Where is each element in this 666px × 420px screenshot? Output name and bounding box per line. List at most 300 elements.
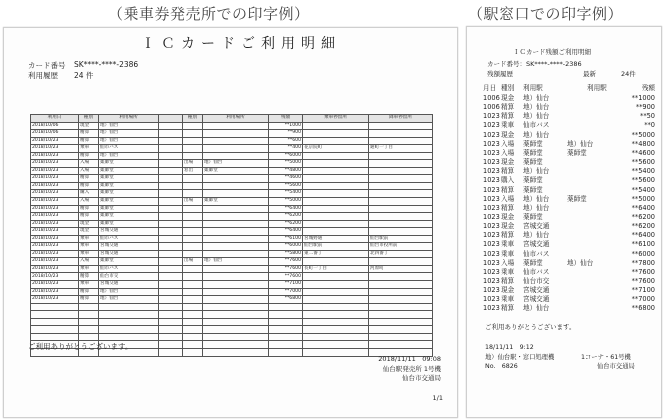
list-cell: 地）仙台: [523, 130, 550, 139]
table-cell: [369, 167, 433, 175]
table-cell: 2018/10/23: [31, 243, 79, 251]
table-cell: 精算: [79, 273, 99, 281]
table-cell: 2018/10/23: [31, 160, 79, 168]
table-cell: [159, 190, 183, 198]
list-cell: 現金: [501, 158, 515, 167]
list-cell: 1023: [483, 222, 500, 231]
table-cell: [203, 288, 269, 296]
table-cell: [159, 167, 183, 175]
table-cell: [79, 311, 99, 319]
table-cell: 精算: [79, 152, 99, 160]
table-cell: [369, 311, 433, 319]
table-cell: 精算: [79, 288, 99, 296]
list-item: [483, 186, 655, 195]
table-cell: [369, 205, 433, 213]
table-cell: [369, 122, 433, 130]
table-cell: [203, 122, 269, 130]
table-cell: [183, 228, 203, 236]
history-count: 24 件: [74, 71, 94, 80]
table-row: [31, 228, 433, 236]
table-row: [31, 220, 433, 228]
list-cell: 薬師堂: [567, 148, 587, 157]
list-cell: 精算: [501, 112, 515, 121]
table-cell: 長町一丁目: [303, 265, 369, 273]
list-cell: 地）仙台: [523, 304, 550, 313]
table-cell: [369, 303, 433, 311]
table-cell: 通町一丁目: [369, 145, 433, 153]
table-cell: [31, 326, 79, 334]
table-cell: [203, 220, 269, 228]
table-cell: [183, 243, 203, 251]
table-cell: [369, 213, 433, 221]
thanks-b-message: ご利用ありがとうございます。: [485, 323, 576, 331]
table-cell: [203, 182, 269, 190]
table-cell: [203, 333, 269, 341]
column-header: 利用駅: [587, 84, 607, 92]
list-item: [483, 213, 655, 222]
list-cell: **6100: [631, 240, 655, 249]
table-cell: 出場: [183, 198, 203, 206]
table-cell: [369, 318, 433, 326]
list-item: [483, 131, 655, 140]
table-cell: [159, 273, 183, 281]
table-cell: 北四番丁: [369, 250, 433, 258]
table-cell: [303, 152, 369, 160]
table-cell: [203, 145, 269, 153]
table-cell: [203, 281, 269, 289]
list-cell: 現金: [501, 130, 515, 139]
table-cell: 地）仙台: [99, 288, 159, 296]
list-cell: **5000: [631, 130, 655, 139]
list-cell: 宮城交通: [523, 222, 550, 231]
list-cell: **5600: [631, 158, 655, 167]
column-header: 種別: [501, 84, 515, 92]
receipt-title: ＩＣカードご利用明細: [141, 36, 341, 52]
table-row: [31, 318, 433, 326]
page-number: 1/1: [432, 394, 443, 402]
table-cell: [203, 235, 269, 243]
table-cell: 地）仙台: [203, 160, 269, 168]
table-cell: 地）仙台: [99, 137, 159, 145]
table-cell: [303, 220, 369, 228]
table-cell: 地）仙台: [99, 296, 159, 304]
table-cell: 現金: [79, 122, 99, 130]
list-cell: **6200: [631, 212, 655, 221]
table-cell: [369, 288, 433, 296]
column-header: 利用場所: [203, 115, 269, 123]
issuer-name: 仙台市交通局: [402, 374, 441, 382]
list-cell: 仙市バス: [523, 249, 550, 258]
list-cell: 1023: [483, 267, 500, 276]
list-cell: 精算: [501, 304, 515, 313]
table-cell: 2018/10/23: [31, 296, 79, 304]
column-header: 降車停留所: [369, 115, 433, 123]
table-cell: 2018/10/23: [31, 250, 79, 258]
table-cell: [369, 190, 433, 198]
table-cell: [303, 228, 369, 236]
list-item: [483, 259, 655, 268]
table-cell: [269, 311, 303, 319]
list-item: [483, 204, 655, 213]
table-cell: 薬師堂: [99, 205, 159, 213]
table-cell: **6100: [269, 235, 303, 243]
table-cell: [31, 303, 79, 311]
table-cell: [303, 318, 369, 326]
list-cell: **50: [640, 112, 655, 121]
list-cell: 精算: [501, 167, 515, 176]
table-cell: 仙台駅前: [303, 243, 369, 251]
list-cell: 1023: [483, 130, 500, 139]
history-b-count: 24件: [621, 70, 636, 78]
list-cell: 宮城交通: [523, 240, 550, 249]
table-cell: [159, 220, 183, 228]
table-cell: [203, 175, 269, 183]
table-cell: 薬師堂: [99, 182, 159, 190]
list-cell: 乗車: [501, 295, 515, 304]
table-cell: [159, 198, 183, 206]
table-cell: **4600: [269, 175, 303, 183]
list-item: [483, 167, 655, 176]
table-cell: [159, 137, 183, 145]
table-cell: [303, 130, 369, 138]
list-cell: 地）仙台: [523, 194, 550, 203]
list-cell: 仙市バス: [523, 121, 550, 130]
list-cell: 薬師堂: [523, 185, 543, 194]
issuer-b-name: 仙台市交通局: [597, 363, 635, 370]
list-cell: **6000: [631, 249, 655, 258]
table-cell: [303, 333, 369, 341]
list-cell: 薬師堂: [523, 212, 543, 221]
list-cell: 現金: [501, 212, 515, 221]
table-cell: [183, 311, 203, 319]
station-machine: 地）仙台駅・窓口処理機: [485, 354, 555, 361]
table-cell: 2018/10/23: [31, 258, 79, 266]
card-b-number: カード番号：SK****-****-2386: [487, 60, 582, 68]
table-cell: 河原町: [369, 265, 433, 273]
thanks-message: ご利用ありがとうございます。: [28, 342, 133, 351]
table-cell: [159, 303, 183, 311]
list-cell: **1000: [631, 94, 655, 102]
list-cell: 1023: [483, 158, 500, 167]
table-cell: **1000: [269, 122, 303, 130]
table-cell: [369, 175, 433, 183]
table-cell: [183, 326, 203, 334]
column-header: 残額: [641, 84, 655, 92]
list-item: [483, 250, 655, 259]
list-cell: 薬師堂: [523, 258, 543, 267]
table-cell: [369, 296, 433, 304]
table-cell: [369, 160, 433, 168]
table-cell: [183, 265, 203, 273]
table-cell: **7000: [269, 288, 303, 296]
table-row: [31, 122, 433, 130]
table-cell: 東二番丁: [303, 250, 369, 258]
table-cell: 仙市バス: [99, 235, 159, 243]
table-cell: [369, 130, 433, 138]
table-cell: **7600: [269, 258, 303, 266]
latest-label: 最新: [583, 70, 596, 78]
table-cell: 2018/10/23: [31, 228, 79, 236]
table-cell: [31, 318, 79, 326]
table-cell: [303, 273, 369, 281]
table-cell: [369, 326, 433, 334]
list-cell: **7600: [631, 267, 655, 276]
list-cell: **5400: [631, 167, 655, 176]
list-cell: 地）仙台: [523, 112, 550, 121]
table-cell: **6000: [269, 243, 303, 251]
caption-left: （乗車券発売所での印字例）: [108, 5, 310, 23]
table-cell: [79, 318, 99, 326]
table-row: [31, 175, 433, 183]
list-cell: **5600: [631, 176, 655, 185]
list-item: [483, 140, 655, 149]
table-cell: [183, 137, 203, 145]
table-cell: [99, 326, 159, 334]
list-cell: 1006: [483, 103, 500, 112]
table-cell: [269, 333, 303, 341]
list-item: [483, 121, 655, 130]
table-cell: **5600: [269, 182, 303, 190]
table-cell: **900: [269, 130, 303, 138]
table-cell: 宮城交通: [99, 250, 159, 258]
table-cell: 窓出: [183, 167, 203, 175]
table-cell: [303, 326, 369, 334]
table-cell: [203, 326, 269, 334]
table-cell: [303, 296, 369, 304]
table-cell: [159, 213, 183, 221]
table-cell: [369, 333, 433, 341]
list-cell: **5400: [631, 185, 655, 194]
column-header: 種別: [183, 115, 203, 123]
table-cell: [203, 265, 269, 273]
table-row: [31, 152, 433, 160]
list-cell: 1023: [483, 258, 500, 267]
table-cell: 入場: [79, 198, 99, 206]
list-cell: 1023: [483, 203, 500, 212]
table-cell: 仙台市交: [99, 273, 159, 281]
table-row: [31, 326, 433, 334]
table-cell: [159, 311, 183, 319]
table-cell: [183, 341, 203, 349]
table-cell: 2018/10/23: [31, 281, 79, 289]
column-header: 利用駅: [523, 84, 543, 92]
table-cell: [369, 258, 433, 266]
table-cell: 薬師堂: [99, 213, 159, 221]
table-cell: [203, 348, 269, 356]
list-cell: 入場: [501, 194, 515, 203]
table-cell: 2018/10/23: [31, 137, 79, 145]
table-cell: [303, 122, 369, 130]
table-cell: 精算: [79, 130, 99, 138]
list-cell: 現金: [501, 286, 515, 295]
table-cell: 2018/10/23: [31, 213, 79, 221]
list-cell: 地）仙台: [523, 103, 550, 112]
table-cell: 薬師堂: [99, 167, 159, 175]
table-cell: [303, 160, 369, 168]
table-row: [31, 296, 433, 304]
list-cell: **7100: [631, 286, 655, 295]
table-cell: 出場: [183, 160, 203, 168]
table-cell: [79, 333, 99, 341]
table-row: [31, 137, 433, 145]
table-row: [31, 258, 433, 266]
table-cell: **400: [269, 145, 303, 153]
table-cell: [369, 341, 433, 349]
table-cell: [203, 273, 269, 281]
table-cell: [303, 341, 369, 349]
list-item: [483, 112, 655, 121]
station-window-receipt: [466, 26, 662, 418]
table-cell: [159, 160, 183, 168]
table-cell: 地）仙台: [203, 258, 269, 266]
table-row: [31, 265, 433, 273]
list-cell: **4600: [631, 148, 655, 157]
card-number-label: カード番号: [28, 61, 66, 70]
table-row: [31, 273, 433, 281]
table-cell: 薬師堂: [99, 198, 159, 206]
list-item: [483, 286, 655, 295]
list-cell: 購入: [501, 176, 515, 185]
table-cell: [159, 152, 183, 160]
list-item: [483, 304, 655, 313]
table-cell: [203, 190, 269, 198]
usage-table: [30, 114, 433, 357]
list-cell: 1023: [483, 277, 500, 285]
list-cell: 地）仙台: [567, 258, 594, 267]
list-cell: 1023: [483, 176, 500, 185]
list-cell: 地）仙台: [523, 94, 550, 102]
list-cell: 乗車: [501, 267, 515, 276]
list-cell: 現金: [501, 94, 515, 102]
list-cell: **6400: [631, 231, 655, 240]
list-cell: 仙市バス: [523, 267, 550, 276]
receipt-number: No. 6826: [485, 363, 518, 370]
list-cell: 精算: [501, 203, 515, 212]
table-cell: 地）仙台: [99, 152, 159, 160]
table-cell: 仙台駅前: [369, 235, 433, 243]
table-cell: [159, 318, 183, 326]
table-cell: 乗車: [79, 265, 99, 273]
table-cell: 乗車: [79, 145, 99, 153]
table-cell: [369, 137, 433, 145]
table-cell: [159, 145, 183, 153]
list-cell: 1023: [483, 121, 500, 130]
list-cell: 1023: [483, 148, 500, 157]
table-cell: **6200: [269, 220, 303, 228]
list-cell: **7600: [631, 277, 655, 285]
list-cell: 宮城交通: [523, 286, 550, 295]
table-cell: [159, 288, 183, 296]
table-cell: [303, 311, 369, 319]
list-cell: 薬師堂: [523, 139, 543, 148]
table-row: [31, 281, 433, 289]
table-cell: 精算: [79, 182, 99, 190]
table-cell: [159, 228, 183, 236]
table-cell: [303, 281, 369, 289]
table-cell: [269, 303, 303, 311]
table-cell: [303, 348, 369, 356]
table-cell: [203, 250, 269, 258]
list-item: [483, 231, 655, 240]
table-cell: [99, 333, 159, 341]
table-cell: [183, 205, 203, 213]
table-cell: [203, 303, 269, 311]
table-cell: [303, 167, 369, 175]
table-cell: 2018/10/23: [31, 235, 79, 243]
column-header: 残額: [269, 115, 303, 123]
table-cell: [269, 326, 303, 334]
list-cell: 地）仙台: [567, 139, 594, 148]
table-cell: 乗車: [79, 235, 99, 243]
list-cell: **5000: [631, 194, 655, 203]
table-cell: 薬師堂: [99, 160, 159, 168]
table-cell: 購入: [79, 190, 99, 198]
list-cell: **7800: [631, 258, 655, 267]
table-cell: [183, 220, 203, 228]
receipt-b-title: ＩＣカード残額ご利用明細: [513, 48, 591, 56]
table-row: [31, 182, 433, 190]
table-cell: [203, 137, 269, 145]
table-row: [31, 311, 433, 319]
table-cell: [303, 198, 369, 206]
table-cell: [203, 228, 269, 236]
column-header: 利用場所: [99, 115, 159, 123]
list-cell: **6200: [631, 222, 655, 231]
table-cell: [159, 182, 183, 190]
list-cell: **4800: [631, 139, 655, 148]
list-cell: 精算: [501, 277, 515, 285]
list-cell: 1023: [483, 167, 500, 176]
list-item: [483, 94, 655, 103]
list-cell: 1023: [483, 286, 500, 295]
table-cell: 精算: [79, 175, 99, 183]
table-cell: [183, 296, 203, 304]
table-row: [31, 130, 433, 138]
list-cell: 乗車: [501, 249, 515, 258]
table-cell: [369, 273, 433, 281]
table-cell: 2018/10/23: [31, 190, 79, 198]
list-cell: 乗車: [501, 240, 515, 249]
table-cell: 2018/10/23: [31, 288, 79, 296]
table-cell: 地）仙台: [99, 130, 159, 138]
list-cell: 1023: [483, 212, 500, 221]
table-row: [31, 198, 433, 206]
table-cell: [159, 205, 183, 213]
table-cell: [303, 205, 369, 213]
table-cell: 薬師堂: [203, 198, 269, 206]
table-cell: 宮城交通: [99, 243, 159, 251]
table-cell: 薬師堂: [203, 167, 269, 175]
table-cell: 乗車: [79, 243, 99, 251]
table-cell: [203, 213, 269, 221]
list-cell: 1023: [483, 139, 500, 148]
table-cell: **7600: [269, 265, 303, 273]
table-cell: [183, 122, 203, 130]
table-cell: [183, 303, 203, 311]
table-cell: [303, 288, 369, 296]
table-cell: [369, 152, 433, 160]
caption-right: （駅窓口での印字例）: [468, 5, 624, 23]
table-cell: [183, 152, 203, 160]
list-cell: 1023: [483, 194, 500, 203]
table-row: [31, 303, 433, 311]
table-cell: 精算: [79, 205, 99, 213]
table-cell: 薬師堂: [99, 258, 159, 266]
table-cell: 2018/10/23: [31, 152, 79, 160]
list-cell: 精算: [501, 231, 515, 240]
table-cell: 仙市バス: [99, 265, 159, 273]
table-cell: [31, 311, 79, 319]
